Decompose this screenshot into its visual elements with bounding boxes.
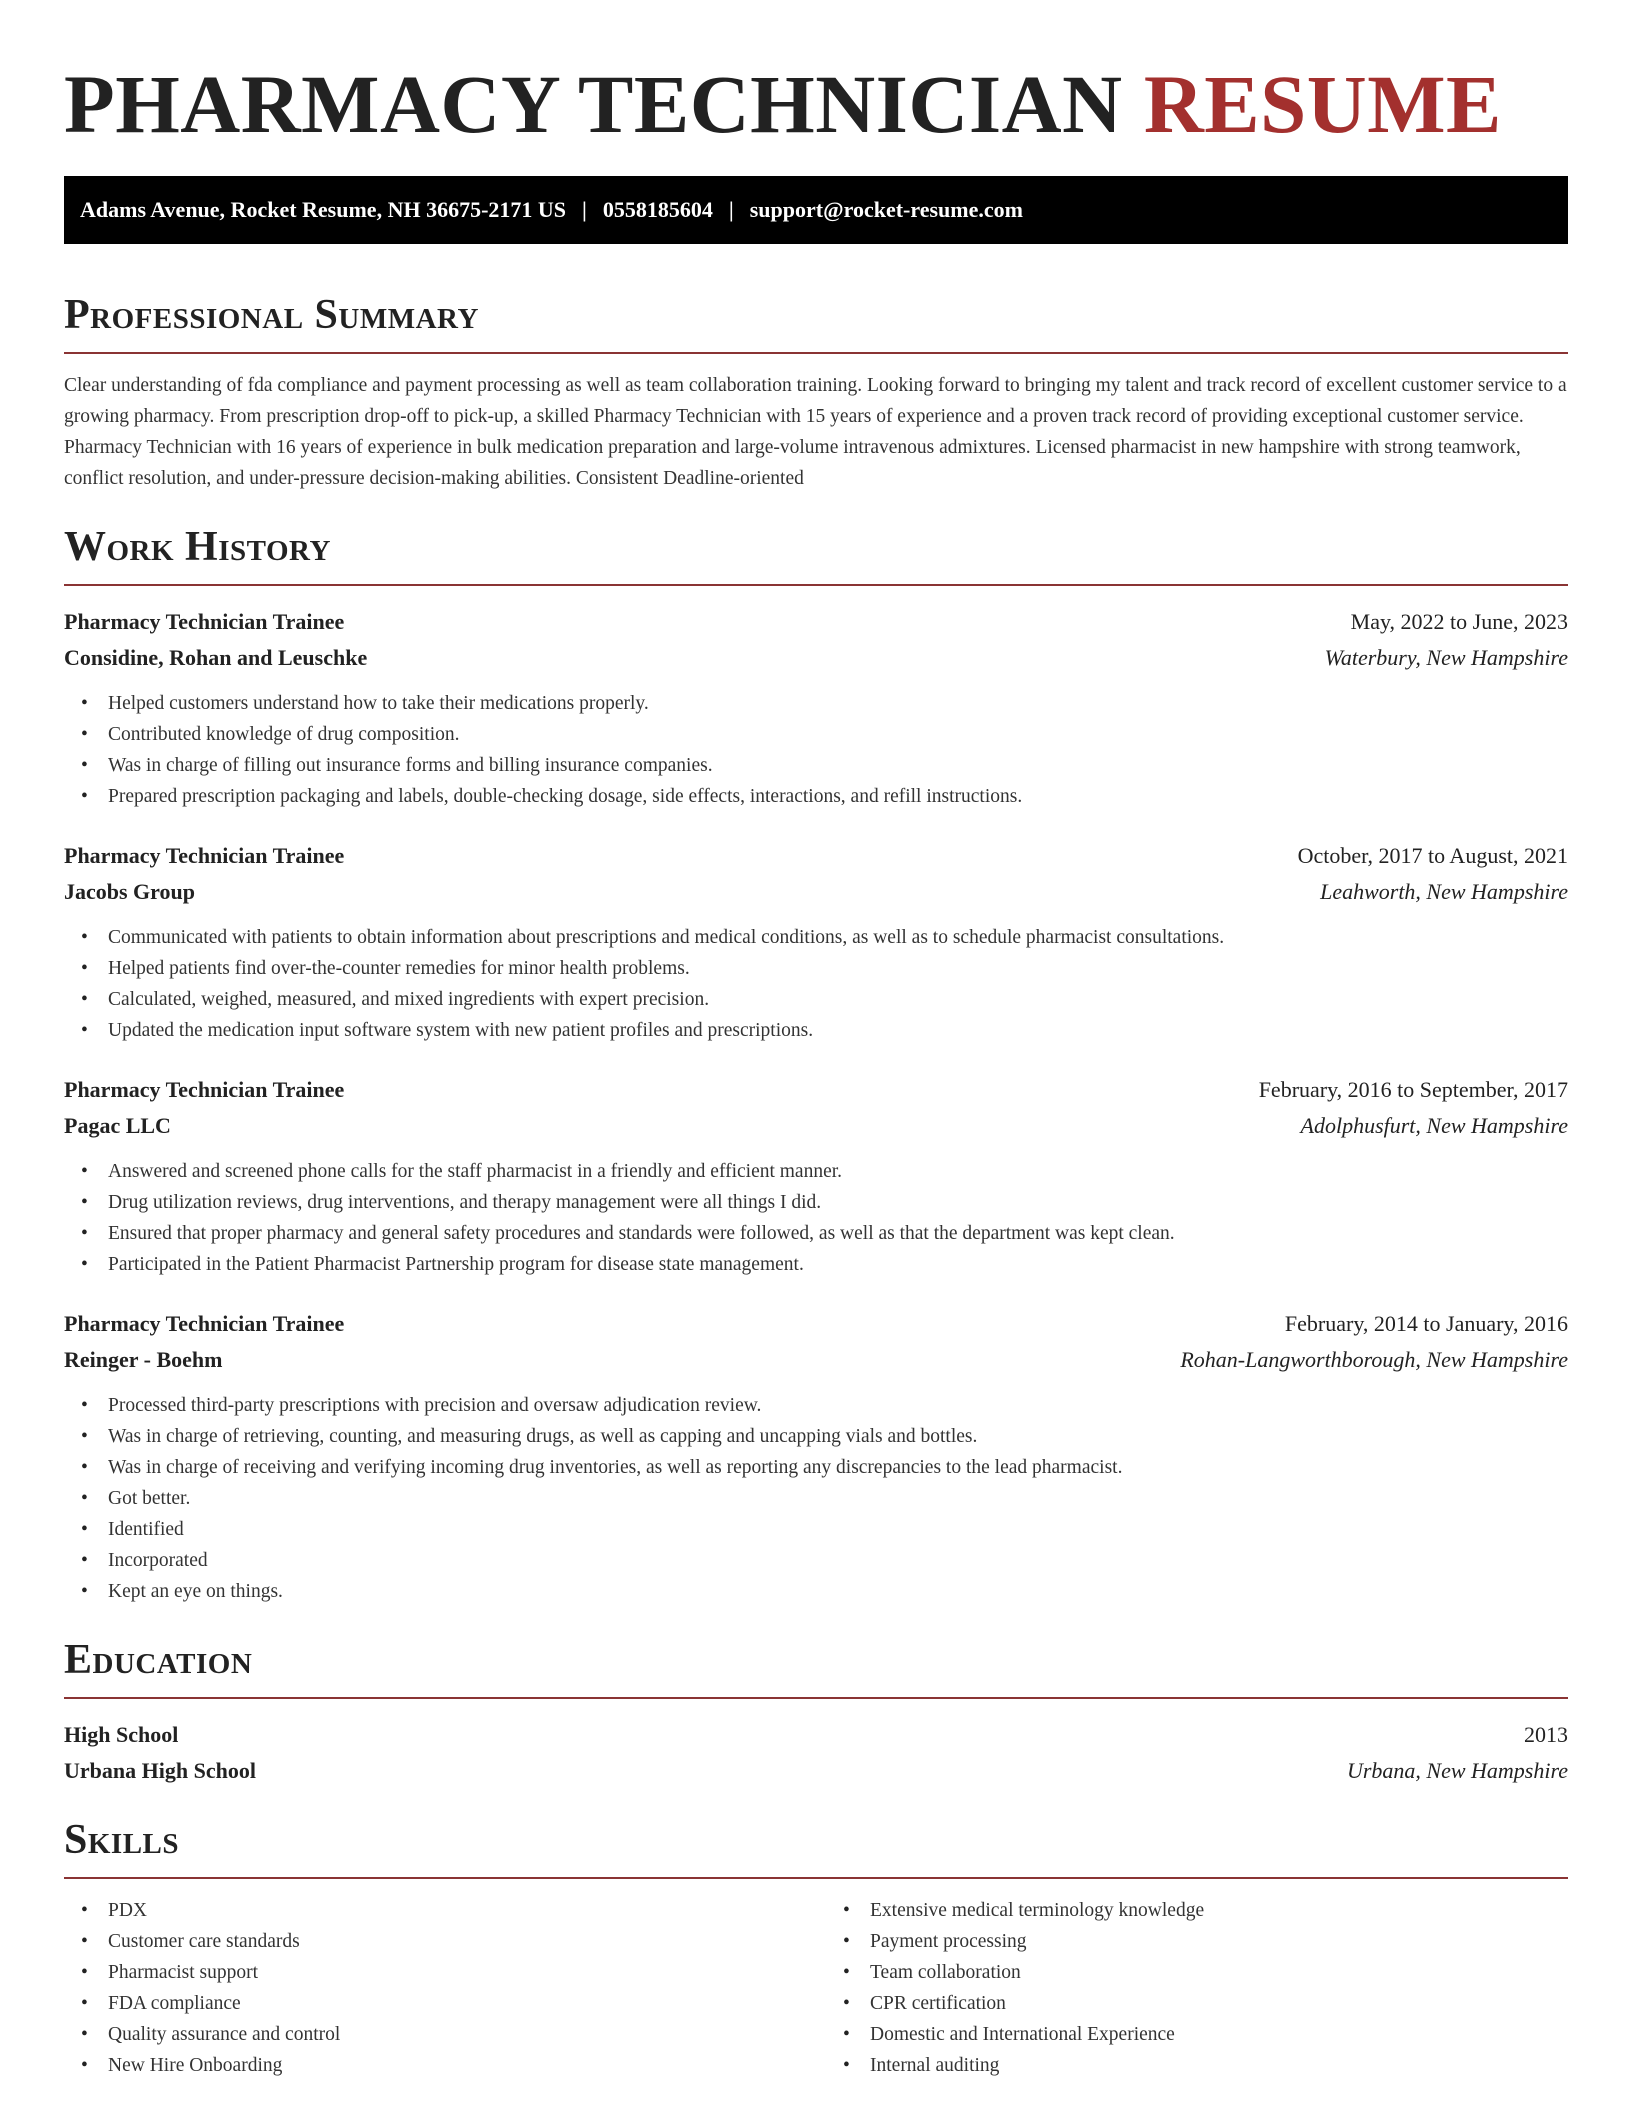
job-location: Rohan-Langworthborough, New Hampshire — [1180, 1347, 1568, 1372]
list-item: • Drug utilization reviews, drug interventions, and therapy management were all things I did. — [64, 1187, 1568, 1218]
job-company-row — [64, 874, 1568, 910]
job-entry-3 — [64, 1072, 1568, 1280]
list-item: • Domestic and International Experience — [826, 2019, 1568, 2050]
list-item: • Communicated with patients to obtain information about prescriptions and medical conditions, as well as to schedule pharmacist consultations. — [64, 922, 1568, 953]
page-title — [64, 56, 1568, 152]
list-item: • Updated the medication input software system with new patient profiles and prescriptions. — [64, 1015, 1568, 1046]
list-item: • Quality assurance and control — [64, 2019, 816, 2050]
section-divider — [64, 1697, 1568, 1699]
contact-phone: 0558185604 — [602, 197, 713, 222]
contact-bar — [64, 176, 1568, 244]
list-item: • PDX — [64, 1895, 816, 1926]
job-title-row — [64, 1072, 1568, 1108]
job-company: Pagac LLC — [64, 1113, 171, 1138]
education-entry — [64, 1717, 1568, 1789]
list-item: • Customer care standards — [64, 1926, 816, 1957]
list-item: • Calculated, weighed, measured, and mixed ingredients with expert precision. — [64, 984, 1568, 1015]
education-school: Urbana High School — [64, 1758, 256, 1783]
education-degree: High School — [64, 1722, 179, 1747]
job-bullets — [64, 1390, 1568, 1607]
education-school-row — [64, 1753, 1568, 1789]
education-location: Urbana, New Hampshire — [1346, 1758, 1568, 1783]
job-dates: February, 2016 to September, 2017 — [1258, 1077, 1568, 1102]
section-heading-work-history: Work History — [64, 524, 331, 570]
list-item: • Was in charge of receiving and verifying incoming drug inventories, as well as reporting any discrepancies to the lead pharmacist. — [64, 1452, 1568, 1483]
job-company-row — [64, 1108, 1568, 1144]
list-item: • Team collaboration — [826, 1957, 1568, 1988]
job-title-row — [64, 1306, 1568, 1342]
job-location: Adolphusfurt, New Hampshire — [1300, 1113, 1568, 1138]
job-dates: May, 2022 to June, 2023 — [1350, 609, 1568, 634]
list-item: • Was in charge of retrieving, counting, and measuring drugs, as well as capping and uncapping vials and bottles. — [64, 1421, 1568, 1452]
skills-list-right — [816, 1895, 1568, 2081]
job-company: Jacobs Group — [64, 879, 196, 904]
contact-separator: | — [582, 197, 587, 222]
skills-list-left — [64, 1895, 816, 2081]
list-item: • Identified — [64, 1514, 1568, 1545]
job-title-row — [64, 838, 1568, 874]
section-divider — [64, 1877, 1568, 1879]
job-location: Leahworth, New Hampshire — [1320, 879, 1568, 904]
education-section — [64, 1635, 1568, 1789]
education-year: 2013 — [1524, 1722, 1568, 1747]
list-item: • Kept an eye on things. — [64, 1576, 1568, 1607]
list-item: • Payment processing — [826, 1926, 1568, 1957]
list-item: • Contributed knowledge of drug composition. — [64, 719, 1568, 750]
list-item: • Incorporated — [64, 1545, 1568, 1576]
skills-columns — [64, 1895, 1568, 2081]
list-item: • Internal auditing — [826, 2050, 1568, 2081]
education-degree-row — [64, 1717, 1568, 1753]
job-entry-4 — [64, 1306, 1568, 1607]
job-dates: February, 2014 to January, 2016 — [1284, 1311, 1568, 1336]
section-heading-summary: Professional Summary — [64, 292, 479, 338]
title-accent: RESUME — [1143, 58, 1502, 150]
summary-text: Clear understanding of fda compliance and payment processing as well as team collaboration training. Looking forward to bringing my talent and track record of excellent customer service to a growing pharmacy. From prescription drop-off to pick-up, a skilled Pharmacy Technician with 15 years of experience and a proven track record of providing exceptional customer service. Pharmacy Technician with 16 years of experience in bulk medication preparation and large-volume intravenous admixtures. Licensed pharmacist in new hampshire with strong teamwork, conflict resolution, and under-pressure decision-making abilities. Consistent Deadline-oriented — [64, 375, 1567, 489]
section-divider — [64, 584, 1568, 586]
summary-section — [64, 290, 1568, 494]
job-company-row — [64, 1342, 1568, 1378]
list-item: • Was in charge of filling out insurance forms and billing insurance companies. — [64, 750, 1568, 781]
section-heading-education: Education — [64, 1637, 253, 1683]
contact-separator: | — [728, 197, 734, 222]
list-item: • Helped customers understand how to take their medications properly. — [64, 688, 1568, 719]
section-divider — [64, 352, 1568, 354]
work-history-section — [64, 522, 1568, 1607]
list-item: • FDA compliance — [64, 1988, 816, 2019]
list-item: • Extensive medical terminology knowledge — [826, 1895, 1568, 1926]
title-main: PHARMACY TECHNICIAN — [64, 58, 1123, 150]
job-company-row — [64, 640, 1568, 676]
job-title: Pharmacy Technician Trainee — [64, 1077, 345, 1102]
list-item: • Participated in the Patient Pharmacist Partnership program for disease state management. — [64, 1249, 1568, 1280]
job-title-row — [64, 604, 1568, 640]
job-title: Pharmacy Technician Trainee — [64, 1311, 345, 1336]
list-item: • Pharmacist support — [64, 1957, 816, 1988]
job-title: Pharmacy Technician Trainee — [64, 609, 345, 634]
job-bullets — [64, 1156, 1568, 1280]
contact-address: Adams Avenue, Rocket Resume, NH 36675-2171 US — [80, 197, 567, 222]
job-entry-1 — [64, 604, 1568, 812]
job-bullets — [64, 922, 1568, 1046]
list-item: • Got better. — [64, 1483, 1568, 1514]
list-item: • Answered and screened phone calls for the staff pharmacist in a friendly and efficient manner. — [64, 1156, 1568, 1187]
job-company: Reinger - Boehm — [64, 1347, 223, 1372]
list-item: • Prepared prescription packaging and labels, double-checking dosage, side effects, interactions, and refill instructions. — [64, 781, 1568, 812]
list-item: • Processed third-party prescriptions with precision and oversaw adjudication review. — [64, 1390, 1568, 1421]
job-bullets — [64, 688, 1568, 812]
list-item: • New Hire Onboarding — [64, 2050, 816, 2081]
job-dates: October, 2017 to August, 2021 — [1297, 843, 1568, 868]
job-entry-2 — [64, 838, 1568, 1046]
list-item: • CPR certification — [826, 1988, 1568, 2019]
job-location: Waterbury, New Hampshire — [1324, 645, 1568, 670]
job-title: Pharmacy Technician Trainee — [64, 843, 345, 868]
list-item: • Ensured that proper pharmacy and general safety procedures and standards were followed, as well as that the department was kept clean. — [64, 1218, 1568, 1249]
contact-email[interactable]: support@rocket-resume.com — [749, 197, 1023, 222]
job-company: Considine, Rohan and Leuschke — [64, 645, 368, 670]
section-heading-skills: Skills — [64, 1817, 180, 1863]
list-item: • Helped patients find over-the-counter remedies for minor health problems. — [64, 953, 1568, 984]
skills-section — [64, 1815, 1568, 2081]
